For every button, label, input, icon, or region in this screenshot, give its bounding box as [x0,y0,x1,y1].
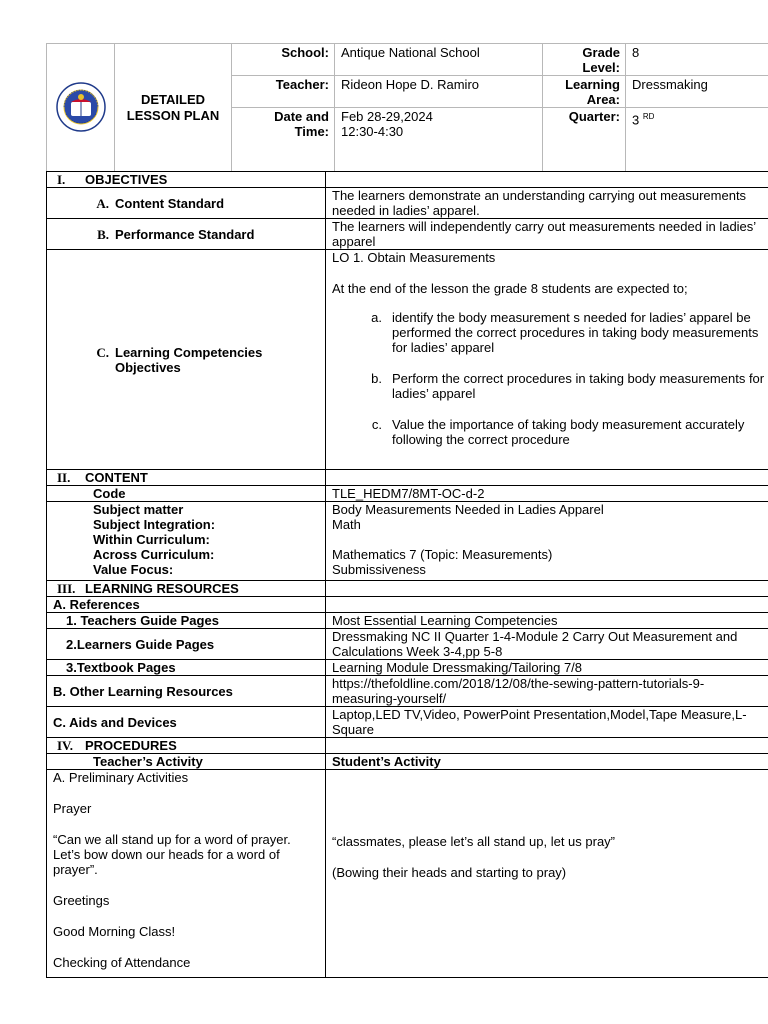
performance-standard-value: The learners will independently carry out measurements needed in ladies’ apparel [326,219,768,250]
performance-standard-label: B. Performance Standard [47,219,326,250]
objectives-header-row [47,172,768,188]
content-standard-row [47,188,768,219]
textbook-label: 3.Textbook Pages [47,660,326,676]
objectives-heading: I. OBJECTIVES [47,172,326,188]
aids-row [47,707,768,738]
references-label: A. References [47,597,326,613]
content-standard-value: The learners demonstrate an understanding carrying out measurements needed in ladies’ apparel. [326,188,768,219]
lesson-plan-table [46,171,768,978]
deped-seal-icon [56,82,106,132]
teacher-label: Teacher: [232,76,335,108]
teachers-guide-row [47,613,768,629]
resources-heading: III. LEARNING RESOURCES [47,581,326,597]
grade-value: 8 [626,44,768,76]
date-label: Date and Time: [232,108,335,172]
procedures-header-row [47,738,768,754]
procedures-heading: IV. PROCEDURES [47,738,326,754]
list-item: c. Value the importance of taking body measurement accurately following the correct procedure [371,417,745,447]
learners-guide-row [47,629,768,660]
lo-text: LO 1. Obtain Measurements [332,250,496,265]
code-label: Code [47,486,326,502]
subject-matter-row [47,502,768,581]
code-row [47,486,768,502]
other-resources-value: https://thefoldline.com/2018/12/08/the-sewing-pattern-tutorials-9- measuring-yourself/ [326,676,768,707]
teachers-guide-value: Most Essential Learning Competencies [326,613,768,629]
teacher-activity-cell: A. Preliminary Activities Prayer “Can we all stand up for a word of prayer. Let’s bow down our heads for a word of prayer”. Greetings Good Morning Class! Checking of Attendance [47,770,326,978]
quarter-value: 3 $^{RD}$ [626,108,768,172]
learners-guide-value: Dressmaking NC II Quarter 1-4-Module 2 Carry Out Measurement and Calculations Week 3-4,pp 5-8 [326,629,768,660]
other-resources-label: B. Other Learning Resources [47,676,326,707]
performance-standard-row [47,219,768,250]
content-standard-label: A. Content Standard [47,188,326,219]
list-item: a. identify the body measurement s needed for ladies’ apparel be performed the correct procedures in taking body measurements for ladies’ apparel [371,310,759,355]
learners-guide-label: 2.Learners Guide Pages [47,629,326,660]
activity-row [47,770,768,978]
textbook-row [47,660,768,676]
code-value: TLE_HEDM7/8MT-OC-d-2 [326,486,768,502]
school-label: School: [232,44,335,76]
teacher-activity-header: Teacher’s Activity [47,754,326,770]
content-header-row [47,470,768,486]
aids-label: C. Aids and Devices [47,707,326,738]
aids-value: Laptop,LED TV,Video, PowerPoint Presentation,Model,Tape Measure,L-Square [326,707,768,738]
other-resources-row [47,676,768,707]
student-activity-header: Student’s Activity [326,754,768,770]
subject-matter-labels: Subject matter Subject Integration: Within Curriculum: Across Curriculum: Value Focus: [47,502,326,581]
school-value: Antique National School [335,44,543,76]
quarter-label: Quarter: [543,108,626,172]
teachers-guide-label: 1. Teachers Guide Pages [47,613,326,629]
learning-competencies-row [47,250,768,470]
activity-header-row [47,754,768,770]
learning-competencies-label: C. Learning Competencies Objectives [47,250,326,470]
lesson-plan-title: DETAILED LESSON PLAN [115,44,232,172]
references-row [47,597,768,613]
header-table [46,43,768,172]
resources-header-row [47,581,768,597]
learning-competencies-value [326,250,768,470]
learning-area-value: Dressmaking [626,76,768,108]
deped-seal-cell [47,44,115,172]
student-activity-cell: “classmates, please let’s all stand up, let us pray” (Bowing their heads and starting to pray) [326,770,768,978]
objectives-list [332,310,768,447]
subject-matter-values: Body Measurements Needed in Ladies Apparel Math Mathematics 7 (Topic: Measurements) Submissiveness [326,502,768,581]
list-item: b. Perform the correct procedures in taking body measurements for ladies’ apparel [371,371,765,401]
content-heading: II. CONTENT [47,470,326,486]
intro-text: At the end of the lesson the grade 8 students are expected to; [332,281,688,296]
teacher-value: Rideon Hope D. Ramiro [335,76,543,108]
date-value: Feb 28-29,2024 12:30-4:30 [335,108,543,172]
textbook-value: Learning Module Dressmaking/Tailoring 7/8 [326,660,768,676]
learning-area-label: Learning Area: [543,76,626,108]
grade-label: Grade Level: [543,44,626,76]
